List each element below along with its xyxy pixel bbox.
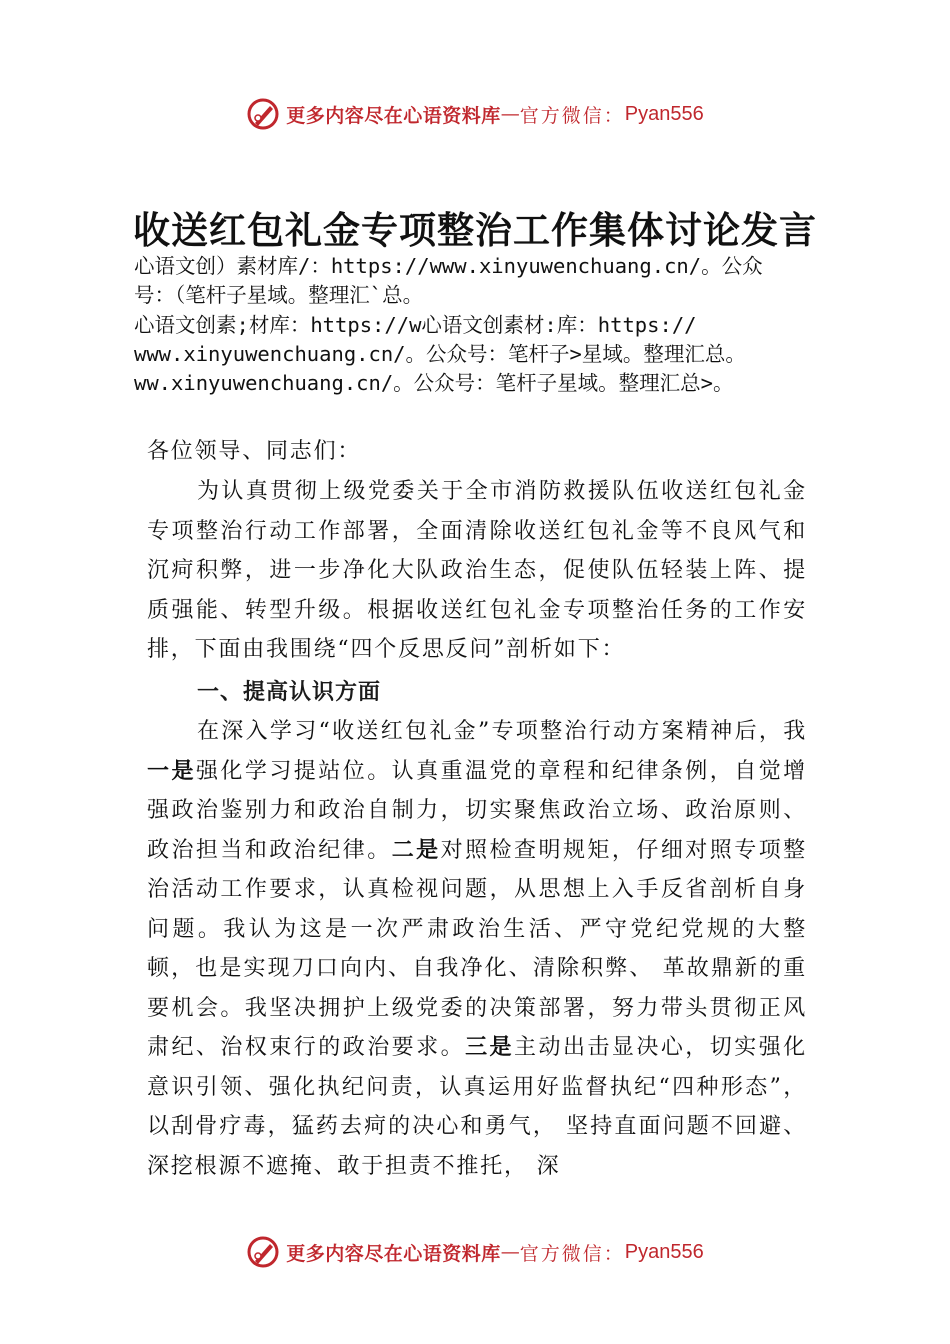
pen-logo-icon xyxy=(246,97,280,131)
source-line: 心语文创）素材库/：https://www.xinyuwenchuang.cn/。公众 xyxy=(134,254,763,278)
source-line: 号：（笔杆子星域。整理汇`总。 xyxy=(134,283,424,307)
paragraph-text: 主动出击显决心，切实强化意识引领、强化执纪问责，认真运用好监督执纪“四种形态”，以刮骨疗毒，猛药去疴的决心和勇气， 坚持直面问题不回避、深挖根源不遮掩、敢于担责不推托， 深 xyxy=(147,1035,807,1179)
point-marker: 一是 xyxy=(147,758,196,784)
paragraph-text: 强化学习提站位。认真重温党的章程和纪律条例，自觉增强政治鉴别力和政治自制力，切实聚焦政治立场、政治原则、政治担当和政治纪律。 xyxy=(147,758,807,863)
source-line: www.xinyuwenchuang.cn/。公众号：笔杆子>星域。整理汇总。 xyxy=(134,342,746,366)
source-note-2 xyxy=(134,311,854,398)
point-marker: 二是 xyxy=(391,837,441,863)
paragraph-text: 在深入学习“收送红包礼金”专项整治行动方案精神后，我 xyxy=(197,719,807,744)
banner-text: 更多内容尽在心语资料库 xyxy=(286,104,501,127)
banner-wechat-id: Pyan556 xyxy=(624,1240,704,1263)
pen-logo-icon xyxy=(246,1235,280,1269)
banner-wechat-label: 官方微信： xyxy=(519,1242,625,1265)
document-title: 收送红包礼金专项整治工作集体讨论发言 xyxy=(133,208,817,252)
banner-wechat-id: Pyan556 xyxy=(624,102,704,125)
header-banner xyxy=(0,94,950,134)
source-line: ww.xinyuwenchuang.cn/。公众号：笔杆子星域。整理汇总>。 xyxy=(134,371,734,395)
footer-banner xyxy=(0,1232,950,1272)
source-line: 心语文创素;材库：https://w心语文创素材:库：https:// xyxy=(134,313,697,337)
banner-separator: — xyxy=(500,103,520,125)
banner-separator: — xyxy=(500,1241,520,1263)
banner-wechat-label: 官方微信： xyxy=(519,104,625,127)
banner-text: 更多内容尽在心语资料库 xyxy=(286,1242,501,1265)
paragraph-text: 对照检查明规矩，仔细对照专项整治活动工作要求，认真检视问题，从思想上入手反省剖析自身问题。我认为这是一次严肃政治生活、严守党纪党规的大整顿，也是实现刀口向内、自我净化、清除积弊、 革故鼎新的重要机会。我坚决拥护上级党委的决策部署，努力带头贯彻正风肃纪、治权束行的政治要求。 xyxy=(147,837,807,1060)
greeting: 各位领导、同志们： xyxy=(147,439,362,464)
source-note-1 xyxy=(134,252,854,310)
point-marker: 三是 xyxy=(465,1035,515,1060)
section-heading: 一、提高认识方面 xyxy=(197,679,382,704)
intro-paragraph: 为认真贯彻上级党委关于全市消防救援队伍收送红包礼金专项整治行动工作部署，全面清除收送红包礼金等不良风气和沉疴积弊，进一步净化大队政治生态，促使队伍轻装上阵、提质强能、转型升级。根据收送红包礼金专项整治任务的工作安排，下面由我围绕“四个反思反问”剖析如下： xyxy=(147,479,807,662)
section-paragraph xyxy=(147,712,807,1186)
